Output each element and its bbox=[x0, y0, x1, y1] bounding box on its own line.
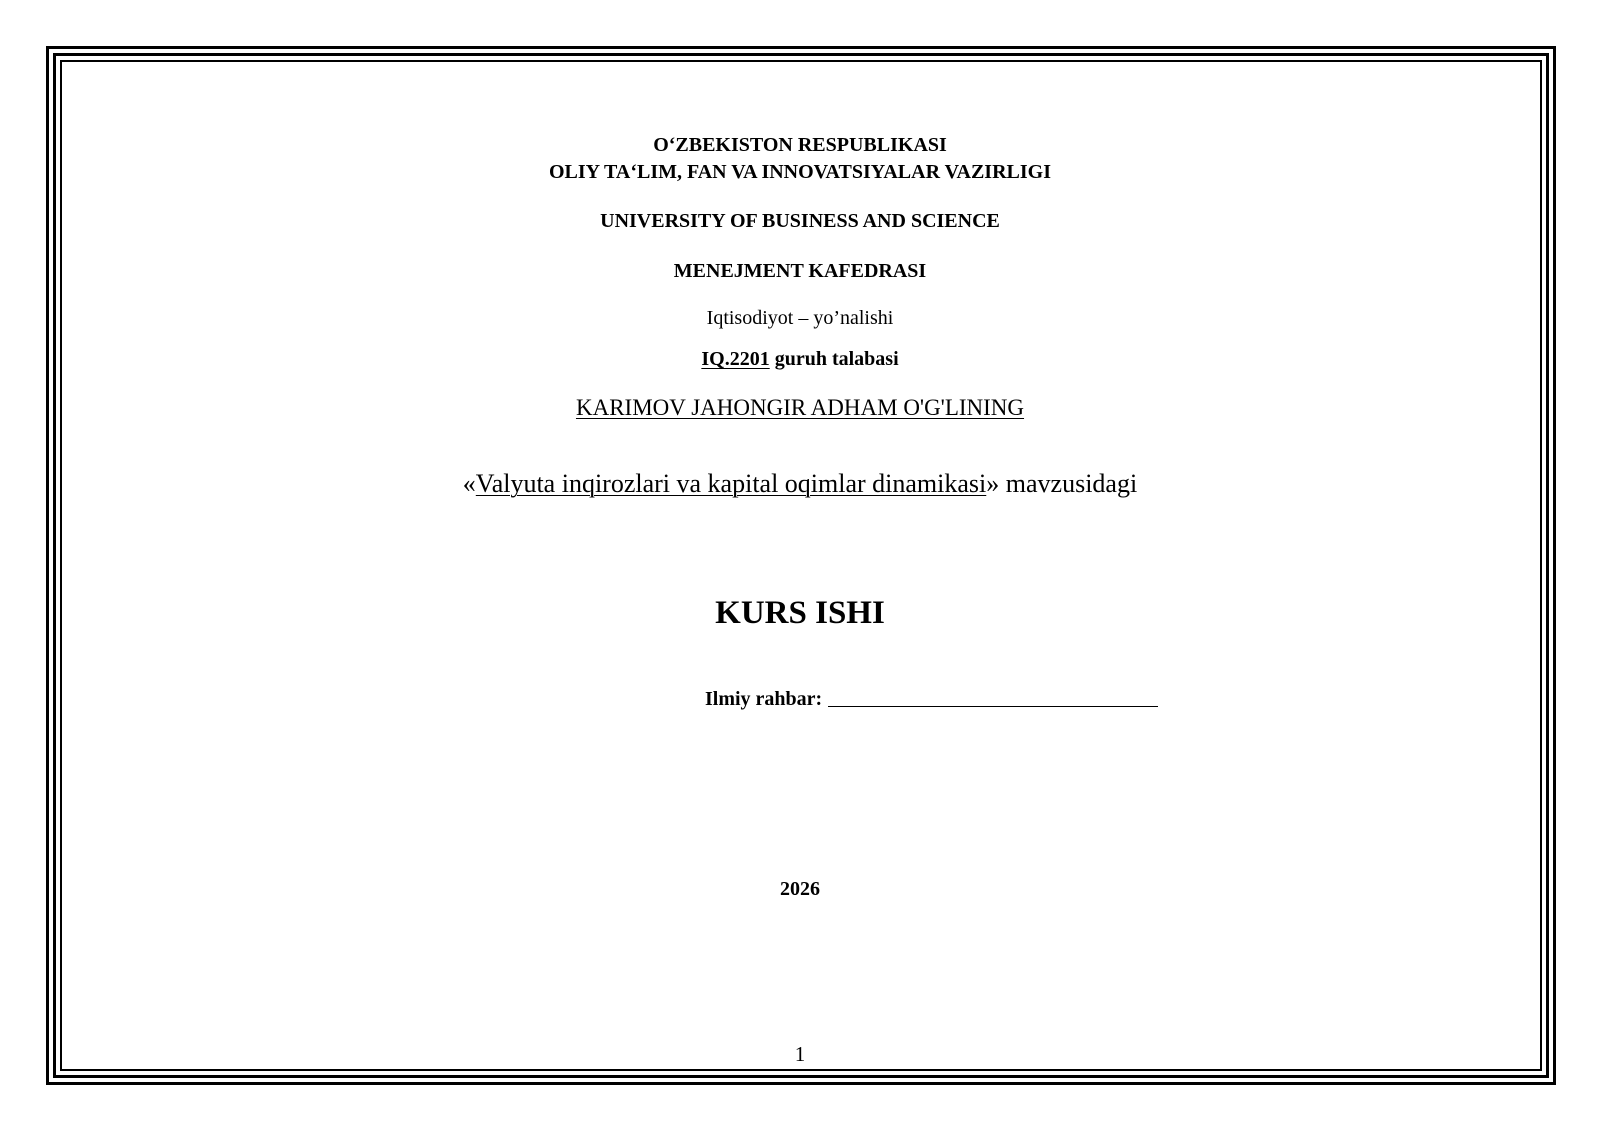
group-suffix: guruh talabasi bbox=[769, 348, 899, 370]
ministry-name: OLIY TA‘LIM, FAN VA INNOVATSIYALAR VAZIRLIGI bbox=[549, 161, 1051, 183]
topic-close-quote: » bbox=[986, 469, 1000, 498]
page-number: 1 bbox=[794, 1042, 806, 1066]
student-name-text: KARIMOV JAHONGIR ADHAM O'G'LINING bbox=[575, 395, 1025, 420]
topic-open-quote: « bbox=[462, 469, 476, 498]
topic-line bbox=[0, 469, 1600, 499]
study-direction: Iqtisodiyot – yo’nalishi bbox=[706, 307, 894, 329]
document-type-title: KURS ISHI bbox=[715, 595, 885, 631]
university-name: UNIVERSITY OF BUSINESS AND SCIENCE bbox=[600, 210, 1000, 232]
supervisor-field bbox=[705, 684, 1158, 711]
topic-title: Valyuta inqirozlari va kapital oqimlar dinamikasi bbox=[475, 469, 987, 498]
student-name bbox=[0, 395, 1600, 421]
supervisor-signature-line bbox=[828, 686, 1158, 707]
group-line bbox=[0, 348, 1600, 371]
year: 2026 bbox=[780, 878, 820, 900]
group-code: IQ.2201 bbox=[701, 348, 770, 370]
supervisor-label: Ilmiy rahbar: bbox=[705, 688, 823, 710]
department-name: MENEJMENT KAFEDRASI bbox=[673, 260, 927, 282]
ministry-country: O‘ZBEKISTON RESPUBLIKASI bbox=[653, 134, 947, 156]
topic-suffix: mavzusidagi bbox=[999, 469, 1138, 498]
